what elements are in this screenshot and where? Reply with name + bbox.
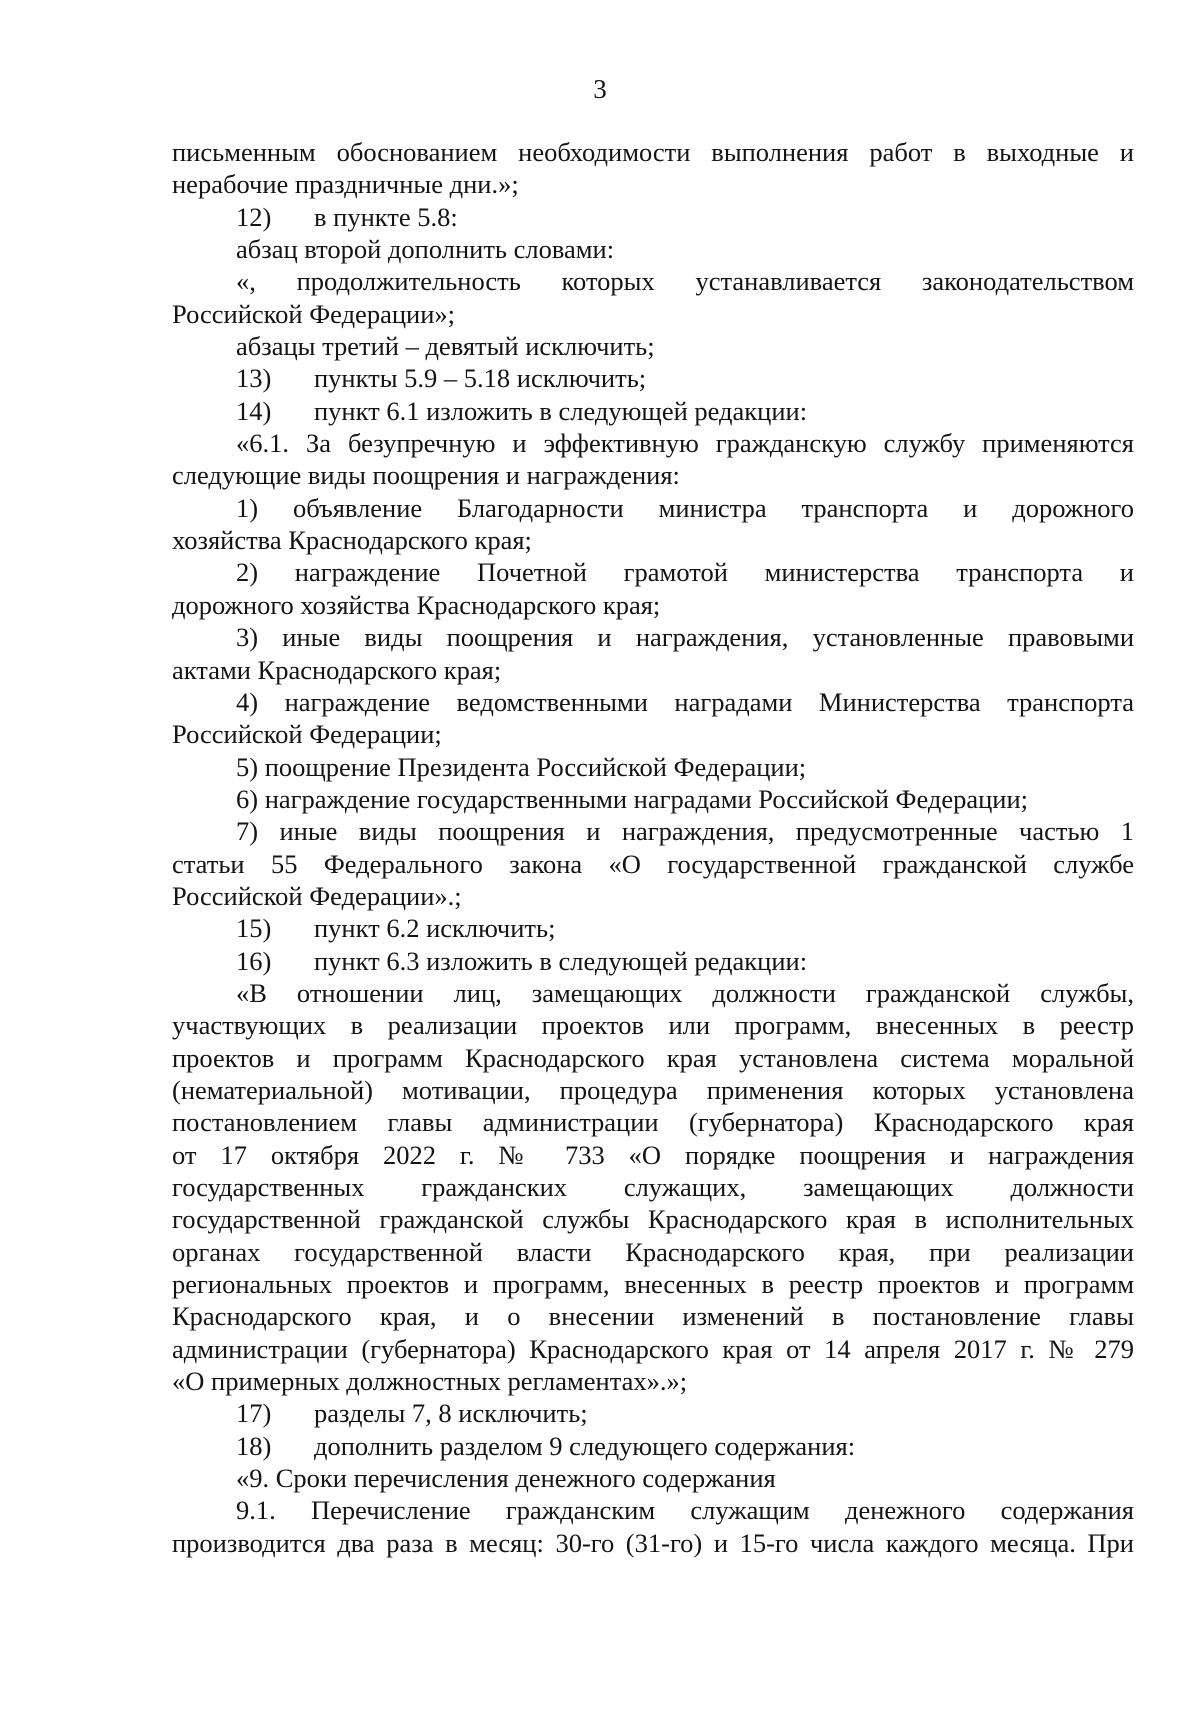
text-line: следующие виды поощрения и награждения:	[172, 460, 680, 491]
text-line: государственной гражданской службы Краснодарского края в исполнительных	[172, 1204, 1134, 1235]
text-line: письменным обоснованием необходимости выполнения работ в выходные и	[172, 137, 1134, 167]
text-line: 4) награждение ведомственными наградами Министерства транспорта	[236, 686, 1134, 717]
text-line: «В отношении лиц, замещающих должности гражданской службы,	[236, 977, 1134, 1008]
text-line: дорожного хозяйства Краснодарского края;	[172, 589, 661, 620]
text-line: хозяйства Краснодарского края;	[172, 525, 532, 556]
text-line	[172, 1430, 1134, 1462]
document-body	[172, 136, 1134, 1559]
list-number: 12)	[236, 201, 272, 232]
text-line: актами Краснодарского края;	[172, 654, 502, 685]
list-number: 14)	[236, 395, 272, 426]
text-line: органах государственной власти Краснодарского края, при реализации	[172, 1236, 1134, 1267]
line-text: разделы 7, 8 исключить;	[314, 1398, 588, 1429]
line-text: пункт 6.3 изложить в следующей редакции:	[314, 945, 808, 976]
text-line	[172, 395, 1134, 427]
text-line: 9.1. Перечисление гражданским служащим денежного содержания	[236, 1495, 1134, 1526]
line-text: пункт 6.2 исключить;	[314, 913, 556, 944]
text-line	[172, 1397, 1134, 1429]
text-line: «О примерных должностных регламентах».»;	[172, 1366, 688, 1397]
list-number: 13)	[236, 363, 272, 394]
text-line: 3) иные виды поощрения и награждения, установленные правовыми	[236, 622, 1134, 653]
text-line: 5) поощрение Президента Российской Федерации;	[236, 751, 807, 782]
line-text: дополнить разделом 9 следующего содержания:	[314, 1430, 856, 1461]
text-line: нерабочие праздничные дни.»;	[172, 169, 519, 200]
text-line: абзацы третий – девятый исключить;	[236, 331, 655, 362]
text-line	[172, 945, 1134, 977]
text-line: абзац второй дополнить словами:	[236, 234, 615, 265]
text-line: от 17 октября 2022 г. № 733 «О порядке поощрения и награждения	[172, 1139, 1134, 1170]
line-text: пункты 5.9 – 5.18 исключить;	[314, 363, 647, 394]
list-number: 15)	[236, 913, 272, 944]
list-number: 18)	[236, 1430, 272, 1461]
text-line: администрации (губернатора) Краснодарского края от 14 апреля 2017 г. № 279	[172, 1333, 1134, 1364]
text-line: 1) объявление Благодарности министра транспорта и дорожного	[236, 492, 1134, 523]
text-line: участвующих в реализации проектов или программ, внесенных в реестр	[172, 1010, 1134, 1041]
text-line: статьи 55 Федерального закона «О государственной гражданской службе	[172, 848, 1134, 879]
text-line: проектов и программ Краснодарского края установлена система моральной	[172, 1042, 1134, 1073]
line-text: в пункте 5.8:	[314, 201, 458, 232]
text-line: Российской Федерации»;	[172, 298, 455, 329]
text-line: 7) иные виды поощрения и награждения, предусмотренные частью 1	[236, 816, 1134, 847]
page-number: 3	[593, 74, 607, 104]
text-line: постановлением главы администрации (губернатора) Краснодарского края	[172, 1107, 1134, 1138]
list-number: 16)	[236, 945, 272, 976]
text-line: (нематериальной) мотивации, процедура применения которых установлена	[172, 1074, 1134, 1105]
text-line: государственных гражданских служащих, замещающих должности	[172, 1172, 1134, 1202]
list-number: 17)	[236, 1398, 272, 1429]
line-text: пункт 6.1 изложить в следующей редакции:	[314, 395, 808, 426]
text-line	[172, 912, 1134, 944]
text-line	[172, 362, 1134, 394]
text-line: «6.1. За безупречную и эффективную гражданскую службу применяются	[236, 428, 1134, 459]
text-line: «9. Сроки перечисления денежного содержания	[236, 1463, 776, 1494]
text-line: Краснодарского края, и о внесении изменений в постановление главы	[172, 1301, 1134, 1332]
text-line: региональных проектов и программ, внесенных в реестр проектов и программ	[172, 1269, 1134, 1300]
text-line: 2) награждение Почетной грамотой министерства транспорта и	[236, 557, 1134, 588]
text-line	[172, 201, 1134, 233]
text-line: 6) награждение государственными наградами Российской Федерации;	[236, 783, 1029, 814]
text-line: «, продолжительность которых устанавливается законодательством	[236, 266, 1134, 297]
text-line: производится два раза в месяц: 30-го (31-го) и 15-го числа каждого месяца. При	[172, 1527, 1134, 1558]
text-line: Российской Федерации».;	[172, 880, 462, 911]
text-line: Российской Федерации;	[172, 719, 442, 750]
